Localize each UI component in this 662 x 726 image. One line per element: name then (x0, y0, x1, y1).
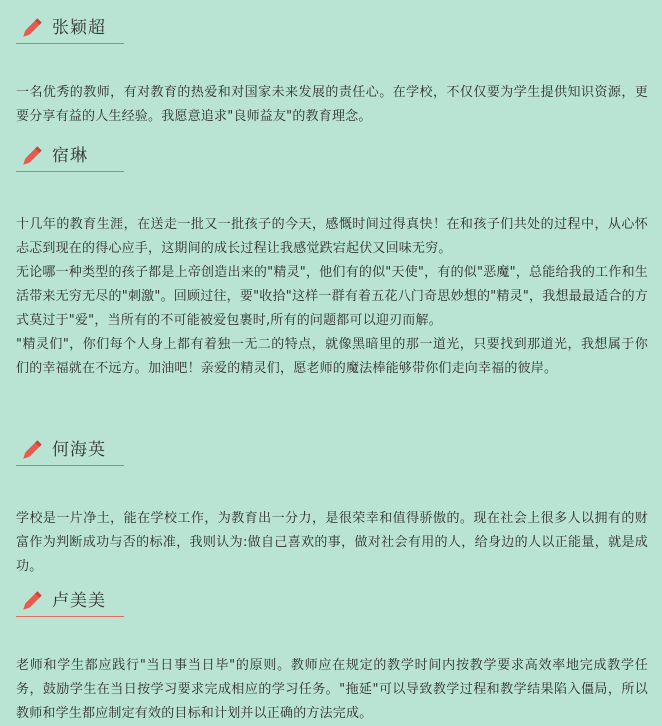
profile-section (16, 436, 648, 579)
section-heading (16, 142, 648, 172)
heading-underline (16, 171, 124, 172)
profile-paragraph: 十几年的教育生涯，在送走一批又一批孩子的今天，感慨时间过得真快！在和孩子们共处的过程中，从心怀忐忑到现在的得心应手，这期间的成长过程让我感觉跌宕起伏又回味无穷。 (16, 217, 648, 256)
section-heading (16, 14, 648, 44)
profile-paragraph: 老师和学生都应践行"当日事当日毕"的原则。教师应在规定的教学时间内按教学要求高效率地完成教学任务，鼓励学生在当日按学习要求完成相应的学习任务。"拖延"可以导致教学过程和教学结果陷入僵局，所以教师和学生都应制定有效的目标和计划并以正确的方法完成。 (16, 658, 648, 721)
profile-section (16, 14, 648, 129)
profile-paragraph: 无论哪一种类型的孩子都是上帝创造出来的"精灵"，他们有的似"天使"，有的似"恶魔"，总能给我的工作和生活带来无穷无尽的"刺激"。回顾过往，要"收拾"这样一群有着五花八门奇思妙想的"精灵"，我想最最适合的方式莫过于"爱"，当所有的不可能被爱包裹时,所有的问题都可以迎刃而解。 (16, 265, 648, 328)
heading-underline (16, 616, 124, 617)
teacher-name: 张颖超 (52, 18, 106, 38)
teacher-name: 宿琳 (52, 146, 88, 166)
profile-section (16, 142, 648, 381)
heading-underline (16, 465, 124, 466)
pencil-icon (18, 438, 44, 464)
profile-paragraph: 学校是一片净土，能在学校工作，为教育出一分力，是很荣幸和值得骄傲的。现在社会上很多人以拥有的财富作为判断成功与否的标准，我则认为:做自己喜欢的事，做对社会有用的人，给身边的人以正能量，就是成功。 (16, 511, 648, 574)
pencil-icon (18, 16, 44, 42)
profile-paragraph: "精灵们"，你们每个人身上都有着独一无二的特点，就像黑暗里的那一道光，只要找到那道光，我想属于你们的幸福就在不远方。加油吧！亲爱的精灵们，愿老师的魔法棒能够带你们走向幸福的彼岸。 (16, 337, 648, 376)
pencil-icon (18, 589, 44, 615)
profile-section (16, 587, 648, 726)
pencil-icon (18, 144, 44, 170)
heading-underline (16, 43, 124, 44)
section-heading (16, 587, 648, 617)
section-heading (16, 436, 648, 466)
teacher-name: 何海英 (52, 440, 106, 460)
profile-paragraph: 一名优秀的教师，有对教育的热爱和对国家未来发展的责任心。在学校，不仅仅要为学生提供知识资源，更要分享有益的人生经验。我愿意追求"良师益友"的教育理念。 (16, 85, 648, 124)
teacher-name: 卢美美 (52, 591, 106, 611)
